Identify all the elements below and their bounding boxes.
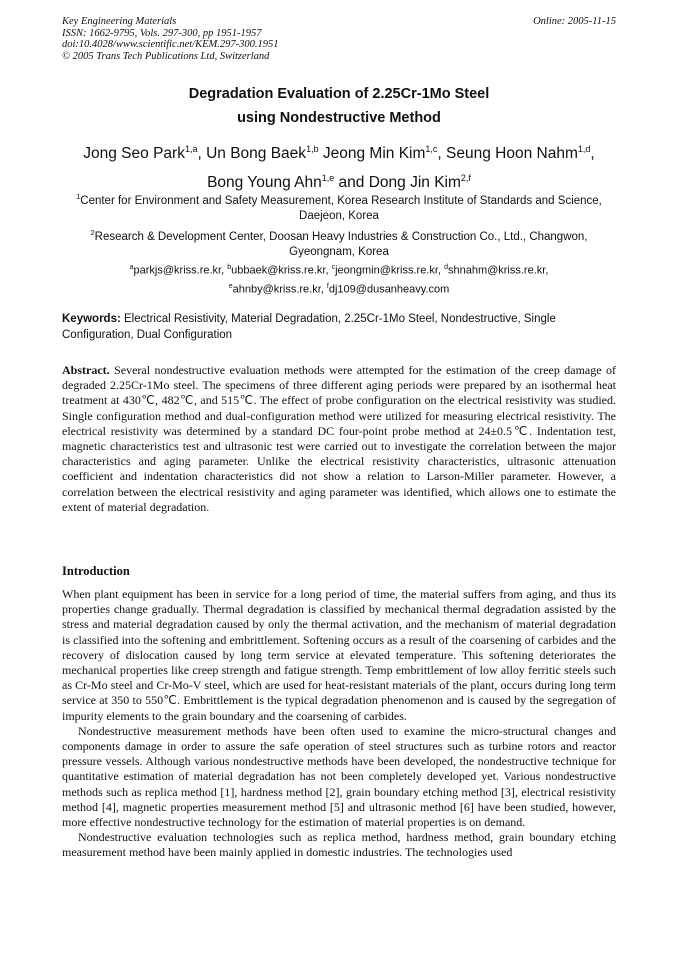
keywords-label: Keywords: bbox=[62, 313, 121, 325]
affiliation-1 bbox=[62, 189, 616, 225]
author-sup: 2,f bbox=[460, 173, 471, 184]
journal-name: Key Engineering Materials bbox=[62, 16, 177, 27]
author-name: Dong Jin Kim bbox=[368, 174, 461, 192]
author-list bbox=[62, 137, 616, 195]
title-line-1: Degradation Evaluation of 2.25Cr-1Mo Steel bbox=[188, 86, 490, 102]
journal-header bbox=[62, 16, 616, 62]
email-line-1: $^a$parkjs@kriss.re.kr, $^b$ubbaek@kriss.re.kr, $^c$jeongmin@kriss.re.kr, $^d$shnahm@kriss.re.kr, bbox=[129, 264, 549, 277]
email-link[interactable]: parkjs@kriss.re.kr bbox=[133, 264, 222, 277]
intro-paragraph-1: When plant equipment has been in service for a long period of time, the material suffers from aging, and thus its properties change gradually. Thermal degradation is classified by mechanical thermal degradation assisted by the stress and material degradation caused by only the thermal activation, and the mechanism of material degradation is classified into the softening and embrittlement. Softening occurs as a result of the coarsening of carbides and the recovery of dislocation caused by long term service at elevated temperature. This softening deteriorates the mechanical properties like creep strength and fatigue strength. Temp embrittlement of low alloy ferritic steels such as Cr-Mo steel and Cr-Mo-V steel, which are used for heat-resistant materials of the plant, occurs during long term service at 350 to 550℃. Embrittlement is the typical degradation phenomenon and is caused by the segregation of impurity elements to the grain boundary and the coarsening of carbides. bbox=[62, 587, 616, 723]
author-name: Un Bong Baek bbox=[206, 145, 307, 163]
email-link[interactable]: ubbaek@kriss.re.kr bbox=[231, 264, 326, 277]
doi-line: doi:10.4028/www.scientific.net/KEM.297-300.1951 bbox=[62, 39, 279, 50]
email-list bbox=[62, 260, 616, 297]
keywords bbox=[62, 311, 616, 343]
abstract bbox=[62, 363, 616, 515]
affiliation-sup: 2 bbox=[90, 228, 95, 237]
email-line-2: $^e$ahnby@kriss.re.kr, $^f$dj109@dusanheavy.com bbox=[228, 282, 450, 296]
introduction-body bbox=[62, 587, 616, 861]
email-link[interactable]: shnahm@kriss.re.kr bbox=[447, 264, 546, 277]
author-name: Jong Seo Park bbox=[83, 145, 185, 163]
online-date: Online: 2005-11-15 bbox=[533, 16, 616, 27]
email-link[interactable]: dj109@dusanheavy.com bbox=[328, 283, 450, 296]
author-sup: 1,c bbox=[425, 144, 438, 154]
author-sup: 1,b bbox=[306, 144, 319, 154]
copyright-line: © 2005 Trans Tech Publications Ltd, Switzerland bbox=[62, 50, 270, 62]
author-name: Jeong Min Kim bbox=[322, 145, 426, 163]
affiliation-text: Research & Development Center, Doosan Heavy Industries & Construction Co., Ltd., Changwon, Gyeongnam, Korea bbox=[94, 230, 588, 259]
author-name: Seung Hoon Nahm bbox=[446, 145, 578, 163]
keywords-text: Electrical Resistivity, Material Degradation, 2.25Cr-1Mo Steel, Nondestructive, Single Configuration, Dual Configuration bbox=[62, 313, 556, 341]
introduction-heading: Introduction bbox=[62, 564, 130, 578]
author-sup: 1,a bbox=[184, 144, 198, 154]
affiliation-text: Center for Environment and Safety Measurement, Korea Research Institute of Standards and Science, Daejeon, Korea bbox=[80, 194, 602, 223]
intro-paragraph-3: Nondestructive evaluation technologies such as replica method, hardness method, grain boundary etching measurement method have been mainly applied in domestic industries. The technologies used bbox=[62, 830, 616, 860]
abstract-label: Abstract. bbox=[62, 363, 110, 377]
author-sup: 1,d bbox=[577, 144, 591, 154]
author-line-1: Jong Seo Park$^{1,a}$, Un Bong Baek$^{1,b}$ Jeong Min Kim$^{1,c}$, Seung Hoon Nahm$^{1,d}$, bbox=[83, 144, 595, 163]
author-name: Bong Young Ahn bbox=[207, 174, 322, 192]
affiliation-sup: 1 bbox=[76, 192, 81, 201]
author-sup: 1,e bbox=[321, 173, 335, 184]
email-link[interactable]: jeongmin@kriss.re.kr bbox=[335, 264, 438, 277]
author-line-2: Bong Young Ahn$^{1,e}$ and Dong Jin Kim$^{2,f}$ bbox=[207, 173, 471, 192]
title-line-2: using Nondestructive Method bbox=[237, 110, 441, 126]
email-link[interactable]: ahnby@kriss.re.kr bbox=[232, 283, 321, 296]
intro-paragraph-2: Nondestructive measurement methods have been often used to examine the micro-structural changes and components damage in order to assure the safe operation of steel structures such as turbine rotors and reactor pressure vessels. Although various nondestructive methods have been developed, the nondestructive technique for quantitative estimation of material degradation has not been completely developed yet. Various nondestructive methods such as replica method [1], hardness method [2], grain boundary etching method [3], electrical resistivity method [4], magnetic properties measurement method [5] and ultrasonic method [6] have been studied, however, more effective nondestructive technology for the estimation of material properties is on demand. bbox=[62, 723, 616, 830]
paper-title bbox=[62, 82, 616, 130]
abstract-text: Several nondestructive evaluation methods were attempted for the estimation of the creep damage of degraded 2.25Cr-1Mo steel. The specimens of three different aging periods were prepared by an isothermal heat treatment at 430℃, 482℃, and 515℃. The effect of probe configuration on the electrical resistivity was studied. Single configuration method and dual-configuration method were utilized for measuring electrical resistivity. The electrical resistivity was determined by a standard DC four-point probe method at 24±0.5℃. Indentation test, magnetic characteristics test and ultrasonic test were carried out to investigate the correlation between the major characteristics and aging parameter. Unlike the electrical resistivity characteristics, ultrasonic attenuation coefficient and indentation characteristics did not show a relation to Larson-Miller parameter. However, a correlation between the electrical resistivity and aging parameter was identified, which allows one to estimate the extent of material degradation. bbox=[62, 363, 616, 514]
issn-line: ISSN: 1662-9795, Vols. 297-300, pp 1951-1957 bbox=[62, 27, 262, 39]
affiliation-2 bbox=[62, 225, 616, 261]
